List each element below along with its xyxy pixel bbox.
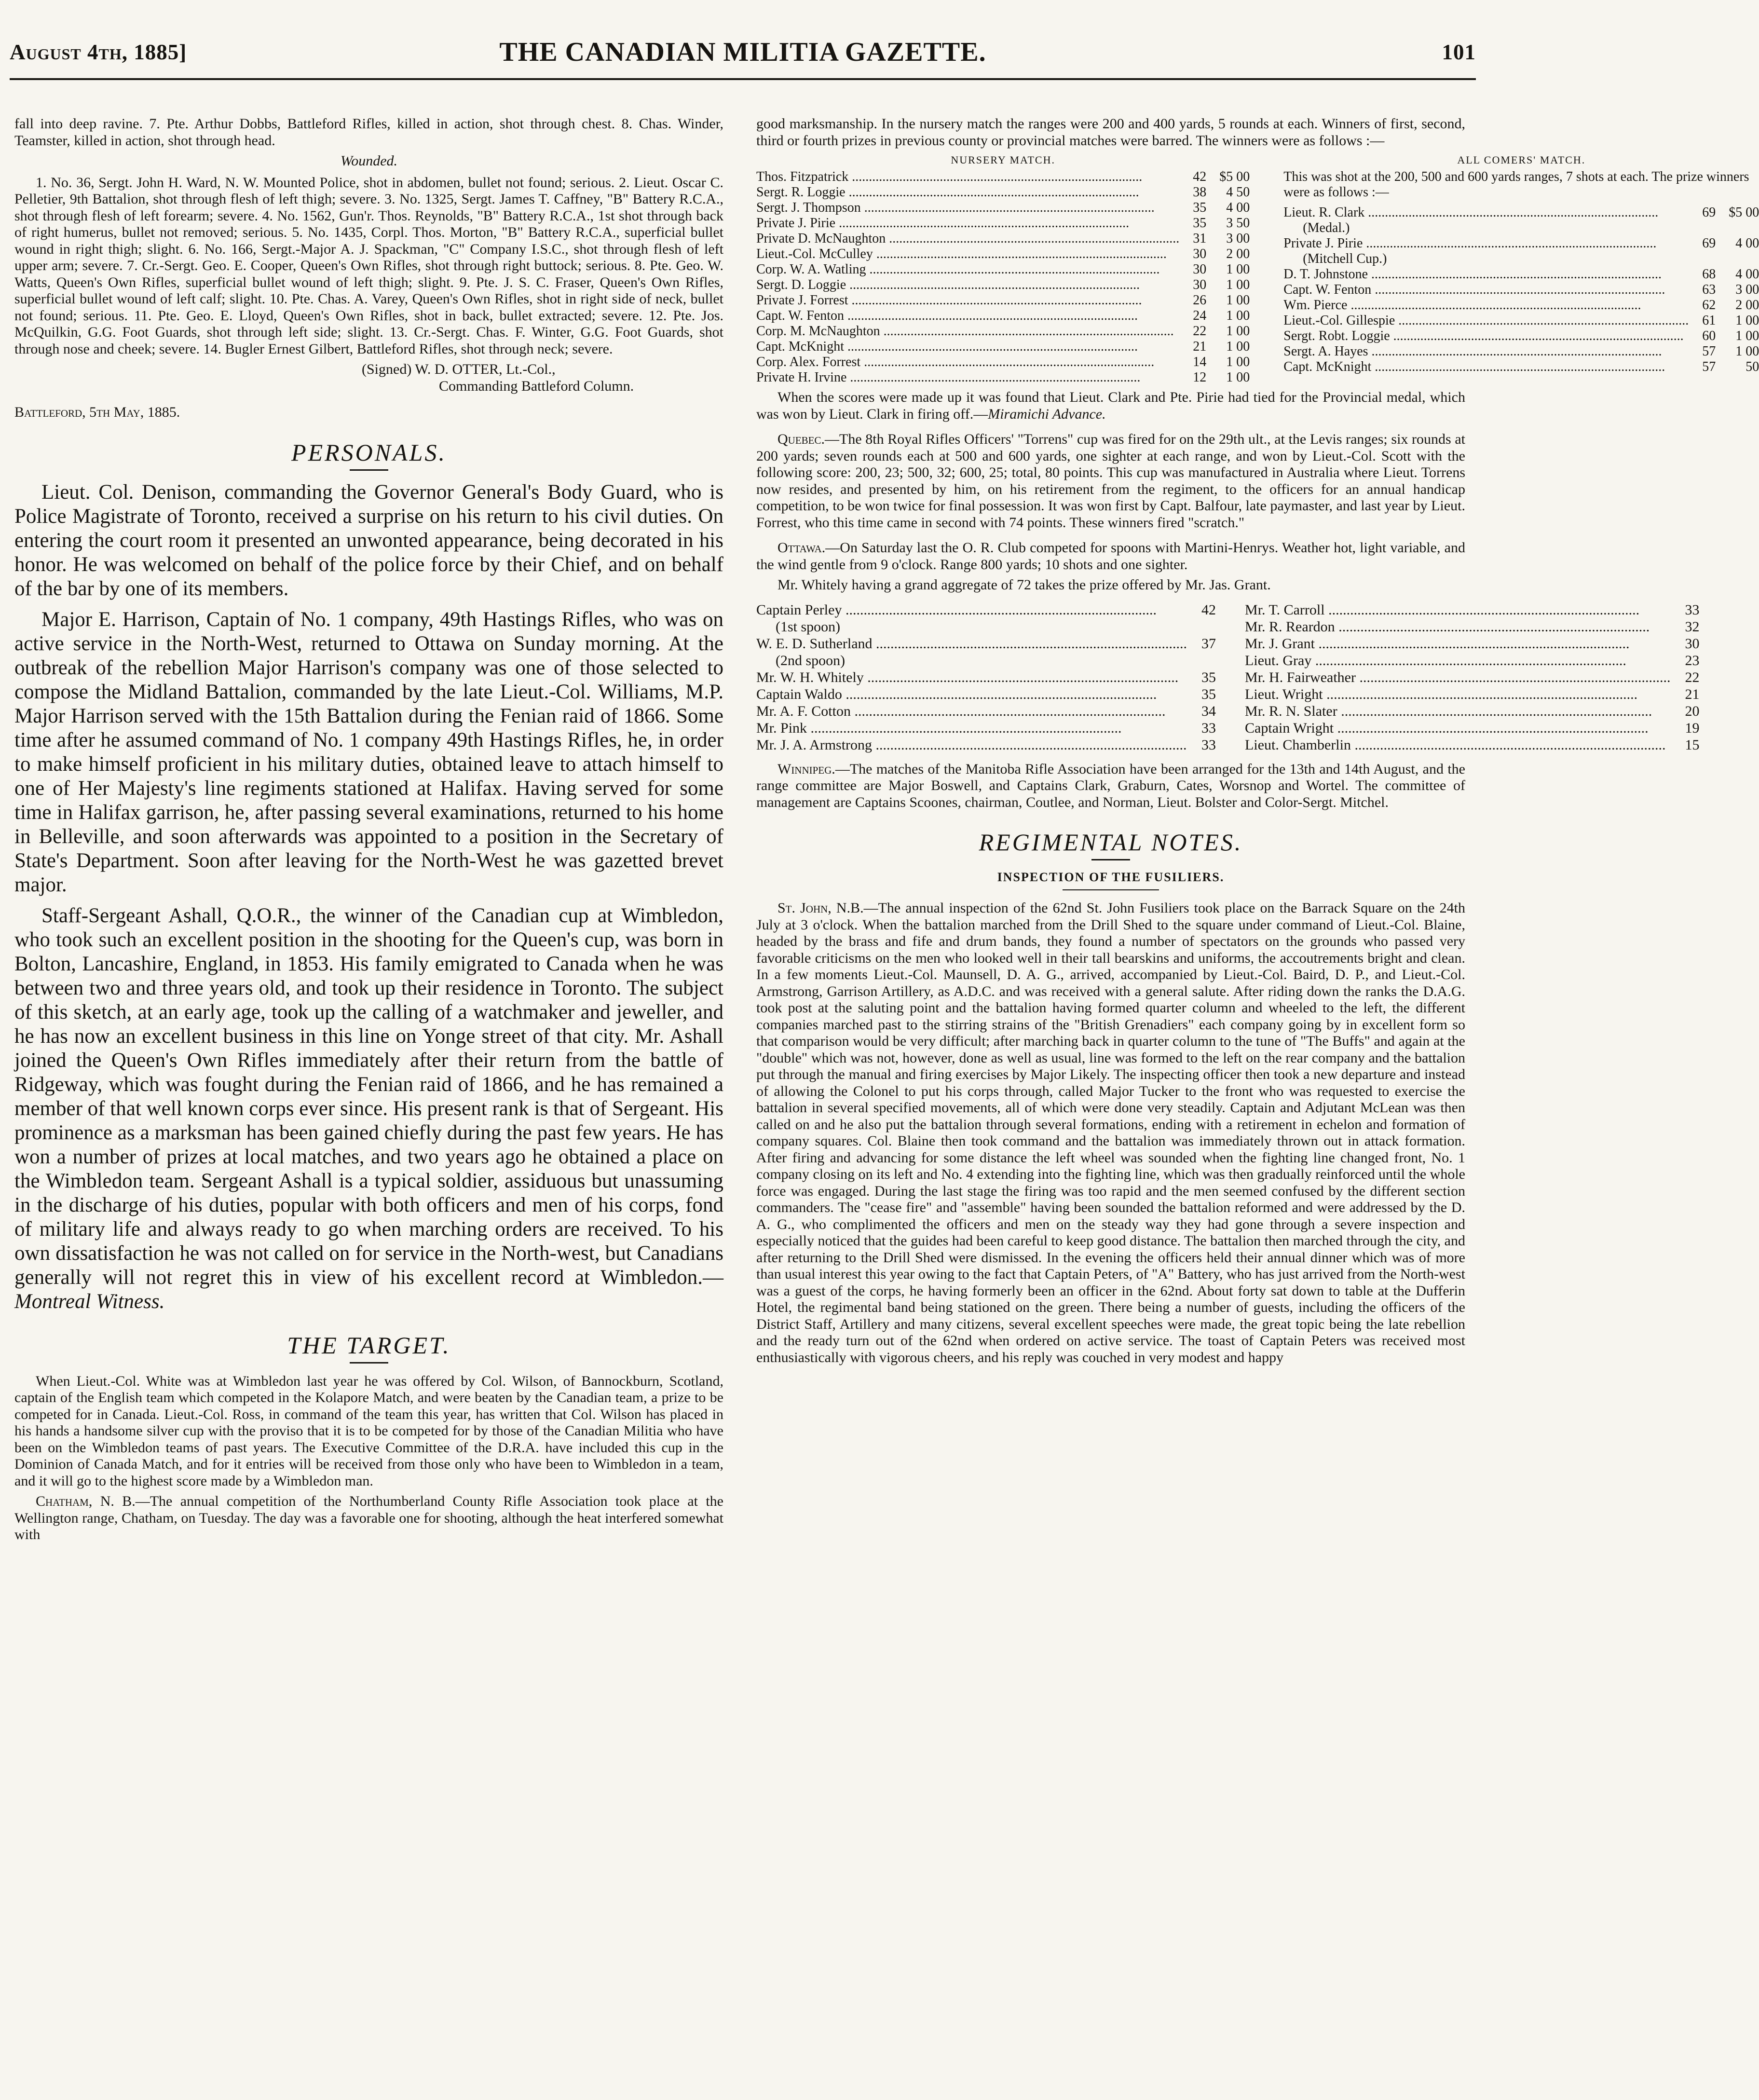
winnipeg-paragraph: Winnipeg.—The matches of the Manitoba Rifle Association have been arranged for the 13th and 14th August, and the range committee are Major Boswell, and Captains Clark, Graburn, Cates, Worsnop and Wortel. The committee of management are Captains Scoones, chairman, Coutlee, and Norman, Lieut. Bolster and Color-Sergt. Mitchel. xyxy=(756,761,1465,810)
all-comers-row: Capt. W. Fenton ..... 63 3 00 xyxy=(1283,282,1759,298)
spoon-row: Captain Wright ..... 19 xyxy=(1245,720,1699,736)
right-column xyxy=(756,116,1759,2088)
spoon-row: Lieut. Chamberlin ..... 15 xyxy=(1245,736,1699,753)
heading-rule xyxy=(350,1362,388,1364)
issue-date: August 4th, 1885] xyxy=(10,40,187,64)
nursery-row: Capt. W. Fenton ..... 24 1 00 xyxy=(756,308,1250,324)
all-comers-intro: This was shot at the 200, 500 and 600 yards ranges, 7 shots at each. The prize winners were as follows :— xyxy=(1283,169,1749,200)
spoon-row: Mr. W. H. Whitely ..... 35 xyxy=(756,669,1216,686)
heading-rule xyxy=(350,469,388,471)
nursery-row: Lieut.-Col. McCulley ..... 30 2 00 xyxy=(756,246,1250,262)
spoon-match-results xyxy=(756,601,1700,753)
all-comers-row: Sergt. Robt. Loggie ..... 60 1 00 xyxy=(1283,328,1759,344)
nursery-match-table xyxy=(756,154,1250,385)
source-citation: Montreal Witness. xyxy=(14,1290,165,1313)
spoon-row: Lieut. Gray ..... 23 xyxy=(1245,652,1699,669)
nursery-row: Capt. McKnight ..... 21 1 00 xyxy=(756,339,1250,355)
all-comers-match-table xyxy=(1283,154,1759,385)
page-header xyxy=(10,37,1476,80)
nursery-row: Thos. Fitzpatrick ..... 42 $5 00 xyxy=(756,169,1250,185)
personal-paragraph: Major E. Harrison, Captain of No. 1 company, 49th Hastings Rifles, who was on active service in the North-West, returned to Ottawa on Sunday morning. At the outbreak of the rebellion Major Harrison's company was one of those selected to compose the Midland Battalion, commanded by the late Lieut.-Col. Williams, M.P. Major Harrison served with the 15th Battalion during the Fenian raid of 1866. Some time after he assumed command of No. 1 company 49th Hastings Rifles, he, in order to make himself proficient in his military duties, obtained leave to attach himself to one of Her Majesty's line regiments stationed at Halifax. Having served for some time in Halifax garrison, he, after passing several examinations, returned to his home in Belleville, and soon afterwards was appointed to a position in the Secretary of State's Department. Soon after leaving for the North-West he was gazetted brevet major. xyxy=(14,608,723,896)
spoon-row: Lieut. Wright ..... 21 xyxy=(1245,686,1699,703)
source-citation: Miramichi Advance. xyxy=(988,406,1106,422)
match-results xyxy=(756,154,1759,385)
spoon-row: W. E. D. Sutherland ..... 37 (2nd spoon) xyxy=(756,635,1216,669)
personal-paragraph: Lieut. Col. Denison, commanding the Governor General's Body Guard, who is Police Magistrate of Toronto, received a surprise on his return to his civil duties. On entering the court room it presented an unwonted appearance, being decorated in his honor. He was welcomed on behalf of the police force by their Chief, and on behalf of the bar by one of its members. xyxy=(14,480,723,600)
all-comers-row: Capt. McKnight ..... 57 50 xyxy=(1283,359,1759,375)
chatham-continuation: good marksmanship. In the nursery match the ranges were 200 and 400 yards, 5 rounds at each. Winners of first, second, third or fourth prizes in previous county or provincial matches were barred. The winners were as follows :— xyxy=(756,116,1465,149)
target-paragraph: When Lieut.-Col. White was at Wimbledon last year he was offered by Col. Wilson, of Bannockburn, Scotland, captain of the English team which competed in the Kolapore Match, and were beaten by the Canadian team, a prize to be competed for in Canada. Lieut.-Col. Ross, in command of the team this year, has written that Col. Wilson has placed in his hands a handsome silver cup with the proviso that it is to be competed for by those of the Canadian Militia who have been on the Wimbledon teams of past years. The Executive Committee of the D.R.A. have included this cup in the Dominion of Canada Match, and for it entries will be received from those only who have been to Wimbledon in a team, and it will go to the highest score made by a Wimbledon man. xyxy=(14,1373,723,1489)
nursery-match-heading: NURSERY MATCH. xyxy=(951,154,1055,166)
spoon-row: Mr. R. N. Slater ..... 20 xyxy=(1245,703,1699,720)
nursery-row: Corp. M. McNaughton ..... 22 1 00 xyxy=(756,324,1250,339)
heading-rule xyxy=(1091,859,1130,860)
st-john-paragraph: St. John, N.B.—The annual inspection of the 62nd St. John Fusiliers took place on the Barrack Square on the 24th July at 3 o'clock. When the battalion marched from the Drill Shed to the square under command of Lieut.-Col. Blaine, headed by the brass and fife and drum bands, they found a number of spectators on the grounds who passed very favorable criticisms on the men who looked well in their tall bearskins and uniforms, the accoutrements bright and clean. In a few moments Lieut.-Col. Maunsell, D. A. G., arrived, accompanied by Lieut.-Col. Baird, D. P., and Lieut.-Col. Armstrong, Garrison Artillery, as A.D.C. and was received with a general salute. After riding down the ranks the D.A.G. took post at the saluting point and the battalion having formed quarter column and wheeled to the left, the different companies marched past to the stirring strains of the "British Grenadiers" each company going by in excellent form so that comparison would be very difficult; after marching back in quarter column to the tune of "The Buffs" and again at the "double" which was not, however, done as well as usual, line was formed to the left on the rear company and the battalion put through the manual and firing exercises by Major Likely. The inspecting officer then took a new departure and instead of allowing the Colonel to put his corps through, called Major Tucker to the front who was requested to exercise the battalion in several specified movements, all of which were done very steadily. Captain and Adjutant McLean was then called on and he also put the battalion through several formations, ending with a retirement in echelon and formation of company squares. Col. Blaine then took command and the battalion was immediately thrown out in attack formation. After firing and advancing for some distance the left wheel was sounded when the fighting line changed front, No. 1 company closing on its left and No. 4 extending into the fighting line, which was then gradually reinforced until the whole force was engaged. During the last stage the firing was too rapid and the men seemed confused by the different section commanders. The "cease fire" and "assemble" having been sounded the battalion reformed and were addressed by the D. A. G., who complimented the officers and men on the steady way they had gone through a severe inspection and especially noticed that the guides had been careful to keep good distance. The battalion then marched through the city, and after returning to the Drill Shed were dismissed. In the evening the officers held their annual dinner which was of more than usual interest this year owing to the fact that Captain Peters, of "A" Battery, who has just arrived from the North-west was a guest of the corps, he having formerly been an officer in the 62nd. About forty sat down to table at the Dufferin Hotel, the regimental band being stationed on the green. There being a number of guests, including the officers of the District Staff, Artillery and many citizens, several excellent speeches were made, the great topic being the late rebellion and the ready turn out of the 62nd when ordered on active service. The toast of Captain Peters was received most enthusiastically with vigorous cheers, and his reply was couched in very modest and happy xyxy=(756,900,1466,1365)
quebec-paragraph: Quebec.—The 8th Royal Rifles Officers' "Torrens" cup was fired for on the 29th ult., at the Levis ranges; six rounds at 200 yards; seven rounds each at 500 and 600 yards, one sighter at each range, and won by Lieut.-Col. Scott with the following score: 200, 23; 500, 32; 600, 25; total, 80 points. This cup was manufactured in Australia where Lieut. Torrens now resides, and presented by him, on his retirement from the regiment, to the officers for an annual handicap competition, to be won twice for final possession. It was won first by Capt. Balfour, late paymaster, and last year by Lieut. Forrest, who this time came in second with 74 points. These winners fired "scratch." xyxy=(756,431,1465,531)
nursery-row: Sergt. D. Loggie ..... 30 1 00 xyxy=(756,277,1250,293)
spoon-results-left xyxy=(756,601,1216,753)
spoon-row: Mr. J. Grant ..... 30 xyxy=(1245,635,1699,652)
nursery-row: Corp. W. A. Watling ..... 30 1 00 xyxy=(756,262,1250,277)
ottawa-paragraph: Ottawa.—On Saturday last the O. R. Club competed for spoons with Martini-Henrys. Weather hot, light variable, and the wind gentle from 9 o'clock. Range 800 yards; 10 shots and one sighter. xyxy=(756,540,1465,573)
spoon-results-right xyxy=(1245,601,1699,753)
spoon-row: Captain Waldo ..... 35 xyxy=(756,686,1216,703)
nursery-row: Private J. Forrest ..... 26 1 00 xyxy=(756,293,1250,308)
ottawa-aggregate: Mr. Whitely having a grand aggregate of 72 takes the prize offered by Mr. Jas. Grant. xyxy=(777,577,1271,593)
dateline: Battleford, 5th May, 1885. xyxy=(14,404,180,420)
personals-section xyxy=(14,480,723,1314)
target-section xyxy=(14,1373,723,1543)
casualty-continuation: fall into deep ravine. 7. Pte. Arthur Dobbs, Battleford Rifles, killed in action, shot through chest. 8. Chas. Winder, Teamster, killed in action, shot through head. xyxy=(14,116,723,149)
regimental-notes-heading: REGIMENTAL NOTES. xyxy=(979,829,1243,856)
personal-paragraph-text: Staff-Sergeant Ashall, Q.O.R., the winner of the Canadian cup at Wimbledon, who took such an excellent position in the shooting for the Queen's cup, was born in Bolton, Lancashire, England, in 1853. His family emigrated to Canada when he was between two and three years old, and took up their residence in Toronto. The subject of this sketch, at an early age, took up the calling of a watchmaker and jeweller, and he has now an excellent business in this line on Yonge street of that city. Mr. Ashall joined the Queen's Own Rifles immediately after their return from the battle of Ridgeway, which was fought during the Fenian raid of 1866, and he has remained a member of that well known corps ever since. His present rank is that of Sergeant. His prominence as a marksman has been gained chiefly during the past few years. He has won a number of prizes at local matches, and two years ago he obtained a place on the Wimbledon team. Sergeant Ashall is a typical soldier, assiduous but unassuming in the discharge of his duties, popular with both officers and men of his corps, fond of military life and always ready to go when marching orders are received. To his own dissatisfaction he was not called on for service in the North-west, but Canadians generally will not regret this in view of his excellent record at Wimbledon. xyxy=(14,904,723,1289)
chatham-paragraph xyxy=(14,1493,723,1543)
nursery-row: Corp. Alex. Forrest ..... 14 1 00 xyxy=(756,355,1250,370)
spoon-row: Mr. T. Carroll ..... 33 xyxy=(1245,601,1699,618)
page-number: 101 xyxy=(1442,40,1476,64)
personals-heading: PERSONALS. xyxy=(291,438,447,466)
wounded-list: 1. No. 36, Sergt. John H. Ward, N. W. Mounted Police, shot in abdomen, bullet not found; serious. 2. Lieut. Oscar C. Pelletier, 9th Battalion, shot through flesh of left thigh; severe. 3. No. 1325, Sergt. James T. Caffney, "B" Battery R.C.A., shot through flesh of left forearm; severe. 4. No. 1562, Gun'r. Thos. Reynolds, "B" Battery R.C.A., 1st shot through back of right humerus, bullet not removed; serious. 5. No. 1435, Corpl. Thos. Morton, "B" Battery R.C.A., superficial bullet wound in right thigh; slight. 6. No. 166, Sergt.-Major A. J. Spackman, "C" Company I.S.C., shot through flesh of left upper arm; severe. 7. Cr.-Sergt. Geo. E. Cooper, Queen's Own Rifles, shot through right buttock; serious. 8. Pte. Geo. W. Watts, Queen's Own Rifles, superficial bullet wound of left thigh; slight. 9. Pte. J. S. C. Fraser, Queen's Own Rifles, superficial bullet wound of left calf; slight. 10. Pte. Chas. A. Varey, Queen's Own Rifles, shot in right side of neck, bullet not found; serious. 11. Pte. Geo. E. Lloyd, Queen's Own Rifles, shot in back, bullet extracted; severe. 12. Pte. Jos. McQuilkin, G.G. Foot Guards, shot through left side; slight. 13. Cr.-Sergt. Chas. F. Winter, G.G. Foot Guards, shot through nose and cheek; severe. 14. Bugler Ernest Gilbert, Battleford Rifles, shot through neck; severe. xyxy=(14,174,723,357)
left-column xyxy=(14,116,723,2088)
spoon-row: Mr. H. Fairweather ..... 22 xyxy=(1245,669,1699,686)
target-heading: THE TARGET. xyxy=(287,1331,451,1359)
spoon-row: Mr. Pink ..... 33 xyxy=(756,720,1216,736)
spoon-row: Mr. J. A. Armstrong ..... 33 xyxy=(756,736,1216,753)
all-comers-row: Wm. Pierce ..... 62 2 00 xyxy=(1283,298,1759,313)
dateline-place: Quebec. xyxy=(777,431,825,447)
all-comers-row: D. T. Johnstone ..... 68 4 00 xyxy=(1283,267,1759,282)
all-comers-row: Private J. Pirie ..... 69 4 00 (Mitchell Cup.) xyxy=(1283,236,1759,267)
publication-title: THE CANADIAN MILITIA GAZETTE. xyxy=(499,37,986,67)
all-comers-row: Lieut.-Col. Gillespie ..... 61 1 00 xyxy=(1283,313,1759,328)
all-comers-row: Sergt. A. Hayes ..... 57 1 00 xyxy=(1283,344,1759,359)
nursery-row: Sergt. J. Thompson ..... 35 4 00 xyxy=(756,200,1250,216)
spoon-row: Mr. A. F. Cotton ..... 34 xyxy=(756,703,1216,720)
nursery-row: Private D. McNaughton ..... 31 3 00 xyxy=(756,231,1250,246)
dateline-place: Winnipeg. xyxy=(777,761,835,777)
chatham-text: —The annual competition of the Northumberland County Rifle Association took place at the Wellington range, Chatham, on Tuesday. The day was a favorable one for shooting, although the heat interfered somewhat with xyxy=(14,1493,723,1542)
dateline-place: St. John, N.B. xyxy=(777,900,864,916)
dateline-place: Ottawa. xyxy=(777,540,826,556)
dateline-place: Chatham, N. B. xyxy=(36,1493,136,1509)
spoon-row: Captain Perley ..... 42 (1st spoon) xyxy=(756,601,1216,635)
signature-line: (Signed) W. D. OTTER, Lt.-Col., xyxy=(362,361,556,377)
spoon-row: Mr. R. Reardon ..... 32 xyxy=(1245,618,1699,635)
signature-title: Commanding Battleford Column. xyxy=(439,378,634,394)
heading-rule xyxy=(1063,889,1159,890)
all-comers-heading: ALL COMERS' MATCH. xyxy=(1457,154,1586,166)
nursery-row: Private J. Pirie ..... 35 3 50 xyxy=(756,216,1250,231)
all-comers-row: Lieut. R. Clark ..... 69 $5 00 (Medal.) xyxy=(1283,205,1759,236)
personal-paragraph: Staff-Sergeant Ashall, Q.O.R., the winner of the Canadian cup at Wimbledon, who took such an excellent position in the shooting for the Queen's cup, was born in Bolton, Lancashire, England, in 1853. His family emigrated to Canada when he was between two and three years old, and took up their residence in Toronto. The subject of this sketch, at an early age, took up the calling of a watchmaker and jeweller, and he has now an excellent business in this line on Yonge street of that city. Mr. Ashall joined the Queen's Own Rifles immediately after their return from the battle of Ridgeway, which was fought during the Fenian raid of 1866, and he has remained a member of that well known corps ever since. His present rank is that of Sergeant. His prominence as a marksman has been gained chiefly during the past few years. He has won a number of prizes at local matches, and two years ago he obtained a place on the Wimbledon team. Sergeant Ashall is a typical soldier, assiduous but unassuming in the discharge of his duties, popular with both officers and men of his corps, fond of military life and always ready to go when marching orders are received. To his own dissatisfaction he was not called on for service in the North-west, but Canadians generally will not regret this in view of his excellent record at Wimbledon.—Montreal Witness. xyxy=(14,904,723,1313)
nursery-row: Private H. Irvine ..... 12 1 00 xyxy=(756,370,1250,385)
wounded-heading: Wounded. xyxy=(340,153,398,169)
chatham-closing: When the scores were made up it was found that Lieut. Clark and Pte. Pirie had tied for the Provincial medal, which was won by Lieut. Clark in firing off.—Miramichi Advance. xyxy=(756,389,1465,422)
inspection-heading: INSPECTION OF THE FUSILIERS. xyxy=(997,870,1225,884)
nursery-row: Sergt. R. Loggie ..... 38 4 50 xyxy=(756,185,1250,200)
